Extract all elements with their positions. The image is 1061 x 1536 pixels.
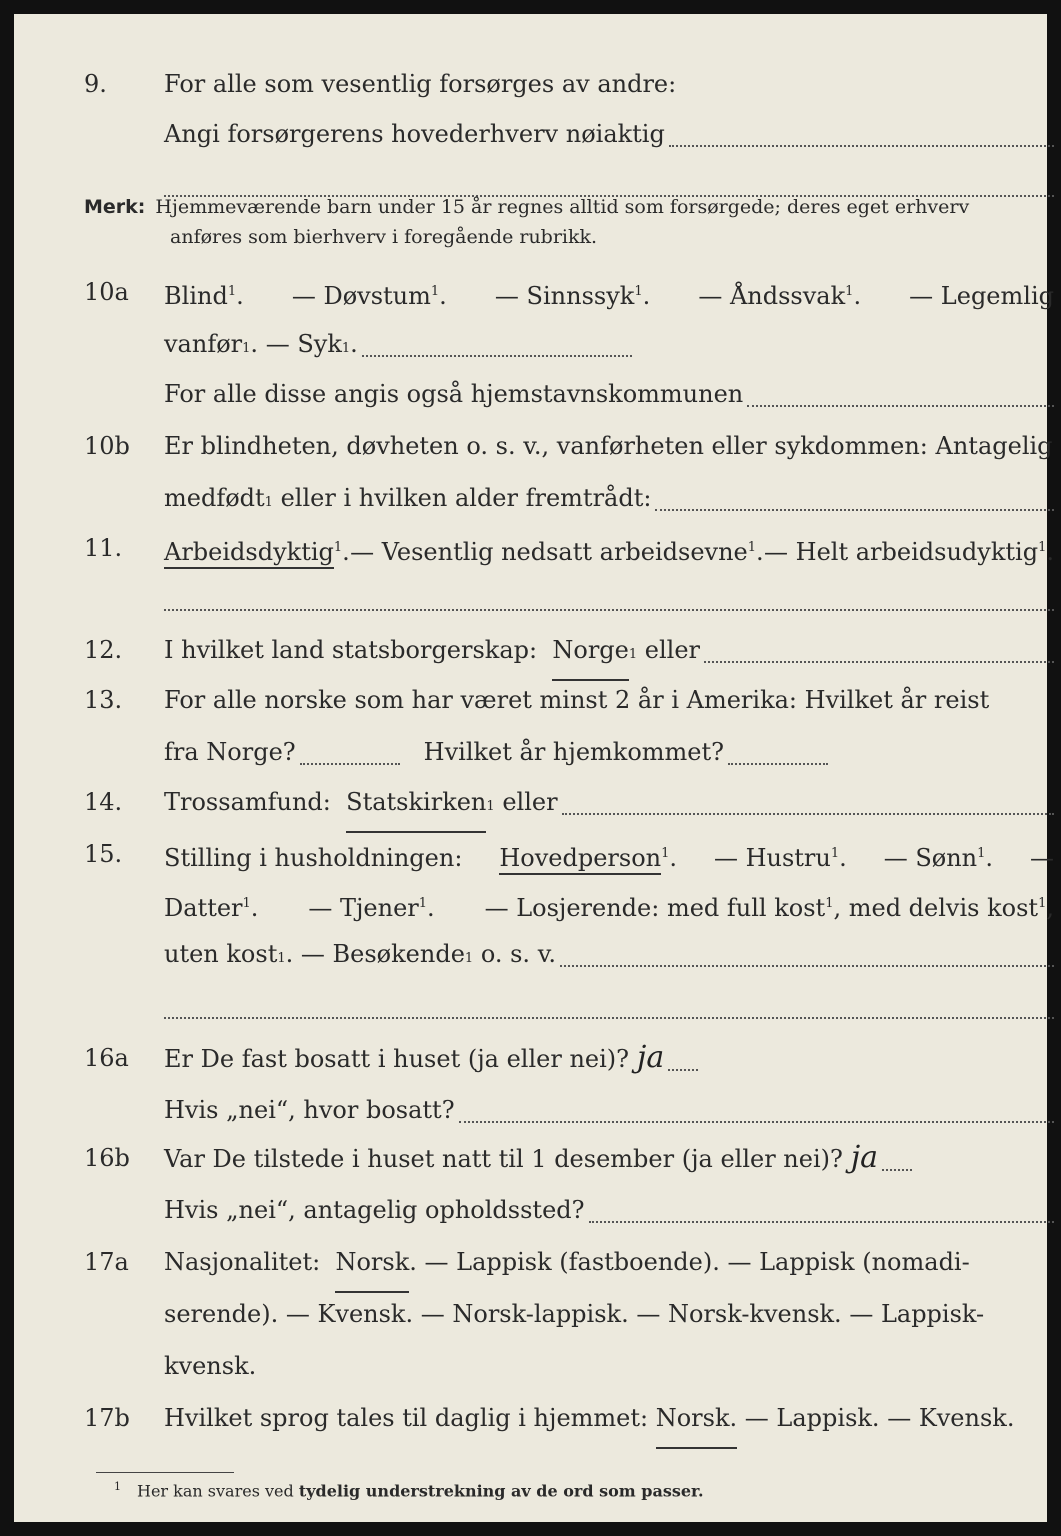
option-legemlig[interactable]: — Legemlig	[909, 282, 1054, 310]
question-text: Hvilket år hjemkommet?	[423, 738, 725, 766]
dash: —	[1029, 844, 1054, 872]
question-16a	[84, 1030, 1054, 1124]
footnote-mark: 1	[242, 896, 251, 911]
note-text: anføres som bierhverv i foregående rubrikk.	[170, 226, 598, 248]
answer-line[interactable]	[459, 1121, 1054, 1123]
footnote-mark: 1	[264, 495, 273, 510]
answer-norsk-sprog[interactable]: Norsk.	[656, 1390, 737, 1449]
question-11: 11. Arbeidsdyktig$^1$. — Vesentlig nedsatt arbeidsevne$^1$. — Helt arbeidsudyktig$^1$.	[84, 520, 1054, 576]
footnote-mark: 1	[277, 951, 286, 966]
footnote-mark: 1	[227, 284, 237, 299]
question-text: Hvis „nei“, hvor bosatt?	[164, 1096, 455, 1124]
question-number: 14.	[84, 788, 123, 816]
option-full-kost[interactable]: — Losjerende: med full kost	[484, 894, 826, 922]
answer-hovedperson[interactable]: Hovedperson	[499, 844, 661, 875]
question-15: 15. Stilling i husholdningen: Hovedperson$^1$. — Hustru$^1$. — Sønn$^1$. — Datter$^1$. — Tjener$^1$. — Losjerende: med full kost$^1$, med delvis kost$^1$, uten kost $_1$ . — Besøkende $_1$ o. s. v.	[84, 826, 1054, 882]
footnote-mark: 1	[628, 647, 638, 662]
question-number: 13.	[84, 686, 123, 714]
question-text: For alle disse angis også hjemstavnskommunen	[164, 380, 744, 408]
question-text: eller i hvilken alder fremtrådt:	[280, 484, 652, 512]
footnote-bold-text: tydelig understrekning av de ord som passer.	[298, 1481, 704, 1501]
answer-statskirken[interactable]: Statskirken	[346, 774, 486, 833]
footnote-mark: 1	[418, 896, 428, 911]
question-17b	[84, 1390, 1054, 1446]
answer-line[interactable]	[164, 609, 1054, 611]
option-datter[interactable]: Datter	[164, 894, 243, 922]
footnote-mark: 1	[977, 846, 986, 861]
question-text: fra Norge?	[164, 738, 296, 766]
footnote	[114, 1480, 704, 1500]
footnote-mark: 1	[747, 540, 757, 555]
footnote-mark: 1	[486, 799, 495, 814]
question-13	[84, 672, 1054, 766]
question-number: 11.	[84, 534, 123, 562]
question-text: Hvis „nei“, antagelig opholdssted?	[164, 1196, 585, 1224]
question-text: kvensk.	[164, 1352, 257, 1380]
answer-line[interactable]	[589, 1221, 1054, 1223]
question-number: 9.	[84, 70, 107, 98]
handwritten-answer[interactable]: ja	[850, 1140, 879, 1175]
option-sinnssyk[interactable]: — Sinnssyk	[494, 282, 635, 310]
footnote-mark: 1	[1038, 896, 1047, 911]
footnote-mark: 1	[114, 1480, 121, 1493]
note-merk	[84, 192, 1044, 252]
question-number: 15.	[84, 840, 123, 868]
option-tjener[interactable]: — Tjener	[308, 894, 419, 922]
option-nedsatt[interactable]: — Vesentlig nedsatt arbeidsevne	[350, 538, 748, 566]
note-label: Merk:	[84, 196, 146, 218]
question-text: For alle norske som har været minst 2 år i Amerika: Hvilket år reist	[164, 686, 990, 714]
question-number: 17b	[84, 1404, 130, 1432]
answer-line[interactable]	[300, 763, 400, 765]
question-text: serende). — Kvensk. — Norsk-lappisk. — Norsk-kvensk. — Lappisk-	[164, 1300, 985, 1328]
footnote-mark: 1	[845, 284, 854, 299]
footnote-mark: 1	[825, 896, 834, 911]
census-form-page	[14, 14, 1054, 1522]
question-number: 16b	[84, 1144, 130, 1172]
answer-line[interactable]	[882, 1169, 912, 1171]
question-number: 12.	[84, 636, 123, 664]
footnote-mark: 1	[242, 341, 251, 356]
answer-line[interactable]	[668, 1069, 698, 1071]
option-hustru[interactable]: — Hustru	[713, 844, 831, 872]
footnote-divider	[96, 1472, 234, 1473]
option-besokende[interactable]: — Besøkende	[300, 940, 465, 968]
question-text: Trossamfund:	[164, 788, 331, 816]
footnote-mark: 1	[661, 846, 670, 861]
comma: ,	[1046, 894, 1054, 922]
option-arbeidsdyktig[interactable]: Arbeidsdyktig	[164, 538, 334, 569]
answer-line[interactable]	[562, 813, 1054, 815]
option-delvis-kost[interactable]: , med delvis kost	[833, 894, 1039, 922]
question-text: eller	[502, 788, 558, 816]
question-text: Angi forsørgerens hovederhverv nøiaktig	[164, 120, 665, 148]
question-10a: 10a Blind$^1$. — Døvstum$^1$. — Sinnssyk$^1$. — Åndssvak$^1$. — Legemlig vanfør $_1$ . — Syk $_1$ . For alle disse angis også hjemstavnskommunen	[84, 264, 1054, 320]
footnote-text: Her kan svares ved	[137, 1481, 294, 1501]
question-16b	[84, 1130, 1054, 1224]
footnote-mark: 1	[830, 846, 840, 861]
question-number: 16a	[84, 1044, 129, 1072]
question-text: Er De fast bosatt i huset (ja eller nei)?	[164, 1045, 630, 1073]
option-syk[interactable]: — Syk	[265, 330, 342, 358]
question-17a	[84, 1234, 1054, 1380]
option-andssvak[interactable]: — Åndssvak	[698, 282, 846, 310]
question-12	[84, 622, 1054, 678]
answer-line[interactable]	[362, 355, 632, 357]
question-text: Var De tilstede i huset natt til 1 desember (ja eller nei)?	[164, 1145, 843, 1173]
option-dovstum[interactable]: — Døvstum	[291, 282, 431, 310]
note-text: Hjemmeværende barn under 15 år regnes alltid som forsørgede; deres eget erhverv	[155, 196, 970, 218]
question-number: 10b	[84, 432, 130, 460]
question-text: eller	[644, 636, 701, 664]
question-text: I hvilket land statsborgerskap:	[164, 636, 538, 664]
question-text: — Lappisk. — Kvensk.	[744, 1404, 1015, 1432]
option-vanfor[interactable]: vanfør	[164, 330, 243, 358]
question-9	[84, 56, 1054, 148]
answer-line[interactable]	[669, 145, 1054, 147]
answer-line[interactable]	[747, 405, 1054, 407]
question-10b	[84, 418, 1054, 512]
handwritten-answer[interactable]: ja	[637, 1040, 665, 1075]
question-14	[84, 774, 1054, 830]
option-blind[interactable]: Blind	[164, 282, 228, 310]
footnote-mark: 1	[333, 540, 343, 555]
footnote-mark: 1	[634, 284, 643, 299]
answer-line[interactable]	[655, 509, 1054, 511]
question-text: o. s. v.	[480, 940, 557, 968]
question-text: . — Lappisk (fastboende). — Lappisk (nomadi-	[409, 1248, 970, 1276]
question-text: Nasjonalitet:	[164, 1248, 321, 1276]
question-text: Stilling i husholdningen:	[164, 844, 463, 872]
question-number: 10a	[84, 278, 129, 306]
footnote-mark: 1	[1038, 540, 1047, 555]
answer-norge[interactable]: Norge	[552, 622, 629, 681]
answer-norsk[interactable]: Norsk	[335, 1234, 409, 1293]
option-sonn[interactable]: — Sønn	[883, 844, 978, 872]
question-text: For alle som vesentlig forsørges av andre:	[164, 70, 677, 98]
question-text: Er blindheten, døvheten o. s. v., vanførheten eller sykdommen: Antagelig	[164, 432, 1053, 460]
footnote-mark: 1	[430, 284, 440, 299]
question-number: 17a	[84, 1248, 129, 1276]
option-uten-kost[interactable]: uten kost	[164, 940, 278, 968]
footnote-mark: 1	[341, 341, 351, 356]
option-udyktig[interactable]: — Helt arbeidsudyktig	[764, 538, 1039, 566]
answer-line[interactable]	[704, 661, 1054, 663]
answer-line[interactable]	[560, 965, 1054, 967]
answer-line[interactable]	[164, 1017, 1054, 1019]
question-text: Hvilket sprog tales til daglig i hjemmet:	[164, 1404, 649, 1432]
option-medfodt[interactable]: medfødt	[164, 484, 265, 512]
footnote-mark: 1	[464, 951, 474, 966]
answer-line[interactable]	[728, 763, 828, 765]
